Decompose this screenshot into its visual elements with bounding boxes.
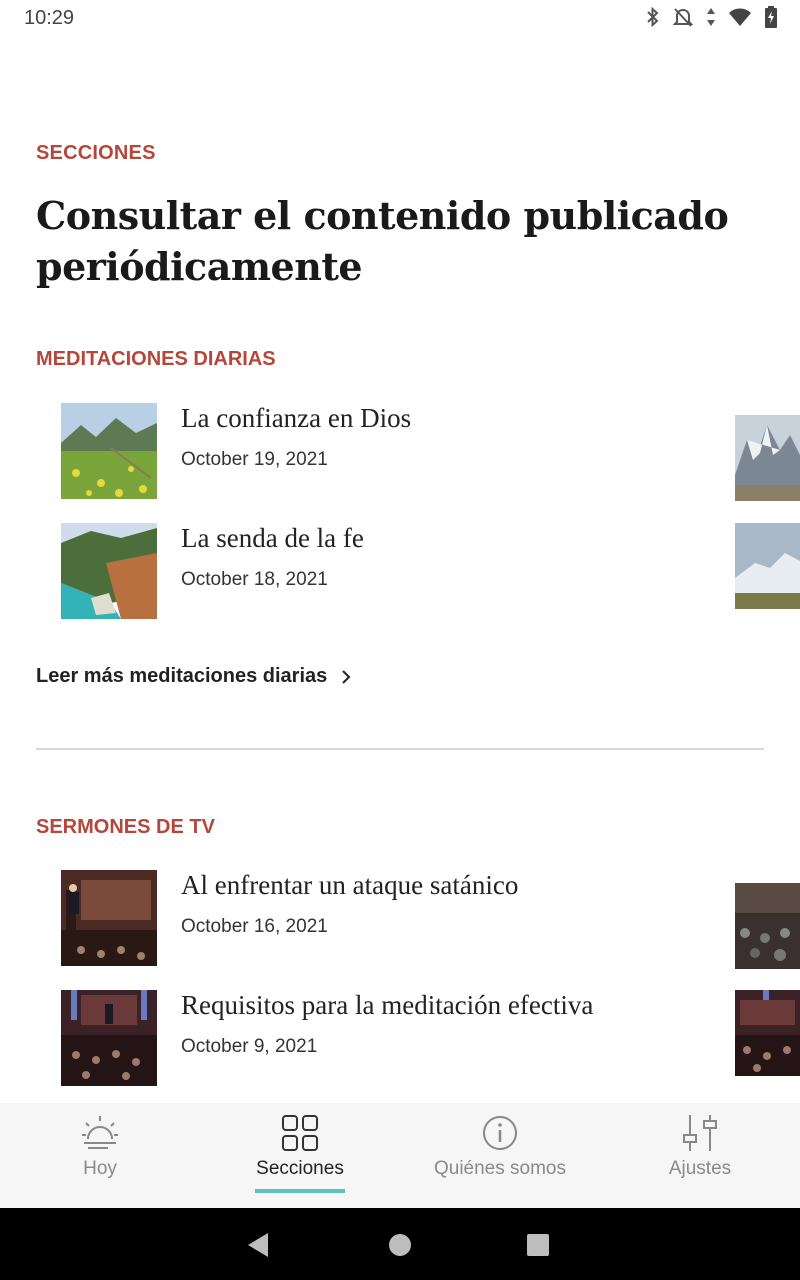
wifi-icon: [728, 7, 752, 27]
nav-item-ajustes[interactable]: [600, 1103, 800, 1208]
peek-thumbnail[interactable]: [735, 415, 800, 501]
bluetooth-icon: [646, 6, 660, 28]
sermon-title: Al enfrentar un ataque satánico: [181, 870, 519, 900]
sermones-heading: SERMONES DE TV: [36, 816, 215, 838]
peek-thumbnail[interactable]: [735, 523, 800, 609]
data-arrows-icon: [706, 6, 716, 28]
status-time: 10:29: [24, 7, 75, 29]
nav-label: Secciones: [256, 1158, 344, 1179]
sliders-icon: [680, 1113, 720, 1153]
sermon-thumbnail: [61, 990, 157, 1086]
home-icon[interactable]: [388, 1232, 412, 1258]
peek-thumbnail[interactable]: [735, 990, 800, 1076]
battery-charging-icon: [764, 6, 778, 28]
sermon-list-item[interactable]: [61, 990, 800, 1086]
grid-icon: [280, 1113, 320, 1153]
meditacion-thumbnail: [61, 403, 157, 499]
recents-icon[interactable]: [526, 1232, 550, 1258]
nav-item-secciones[interactable]: [200, 1103, 400, 1208]
chevron-right-icon: [341, 669, 351, 685]
nav-label: Ajustes: [668, 1158, 732, 1179]
peek-thumbnail[interactable]: [735, 883, 800, 969]
bell-off-icon: [672, 6, 694, 28]
sermon-list-item[interactable]: [61, 870, 800, 966]
sermon-title: Requisitos para la meditación efectiva: [181, 990, 594, 1020]
meditacion-thumbnail: [61, 523, 157, 619]
meditacion-title: La confianza en Dios: [181, 403, 412, 433]
meditacion-list-item[interactable]: [61, 523, 800, 619]
section-eyebrow: SECCIONES: [36, 142, 156, 164]
bottom-navigation: [0, 1103, 800, 1208]
leer-mas-label: Leer más meditaciones diarias: [36, 665, 328, 687]
sermon-date: October 16, 2021: [181, 916, 328, 937]
page-title: Consultar el contenido publicado periódicamente: [36, 193, 729, 289]
leer-mas-meditaciones-link[interactable]: [36, 665, 351, 688]
meditacion-date: October 19, 2021: [181, 449, 328, 470]
nav-label: Hoy: [83, 1158, 117, 1179]
system-navigation-bar: [0, 1208, 800, 1280]
meditacion-list-item[interactable]: [61, 403, 800, 499]
sermon-date: October 9, 2021: [181, 1036, 318, 1057]
meditaciones-heading: MEDITACIONES DIARIAS: [36, 348, 276, 370]
meditacion-title: La senda de la fe: [181, 523, 364, 553]
meditacion-date: October 18, 2021: [181, 569, 328, 590]
sunrise-icon: [80, 1113, 120, 1153]
status-icons: [646, 6, 778, 28]
nav-item-hoy[interactable]: [0, 1103, 200, 1208]
nav-label: Quiénes somos: [433, 1158, 566, 1179]
section-divider: [36, 748, 764, 750]
active-tab-indicator: [255, 1189, 345, 1193]
info-icon: [480, 1113, 520, 1153]
back-icon[interactable]: [246, 1232, 270, 1258]
sermon-thumbnail: [61, 870, 157, 966]
nav-item-quienes-somos[interactable]: [400, 1103, 600, 1208]
status-bar: [0, 0, 800, 36]
